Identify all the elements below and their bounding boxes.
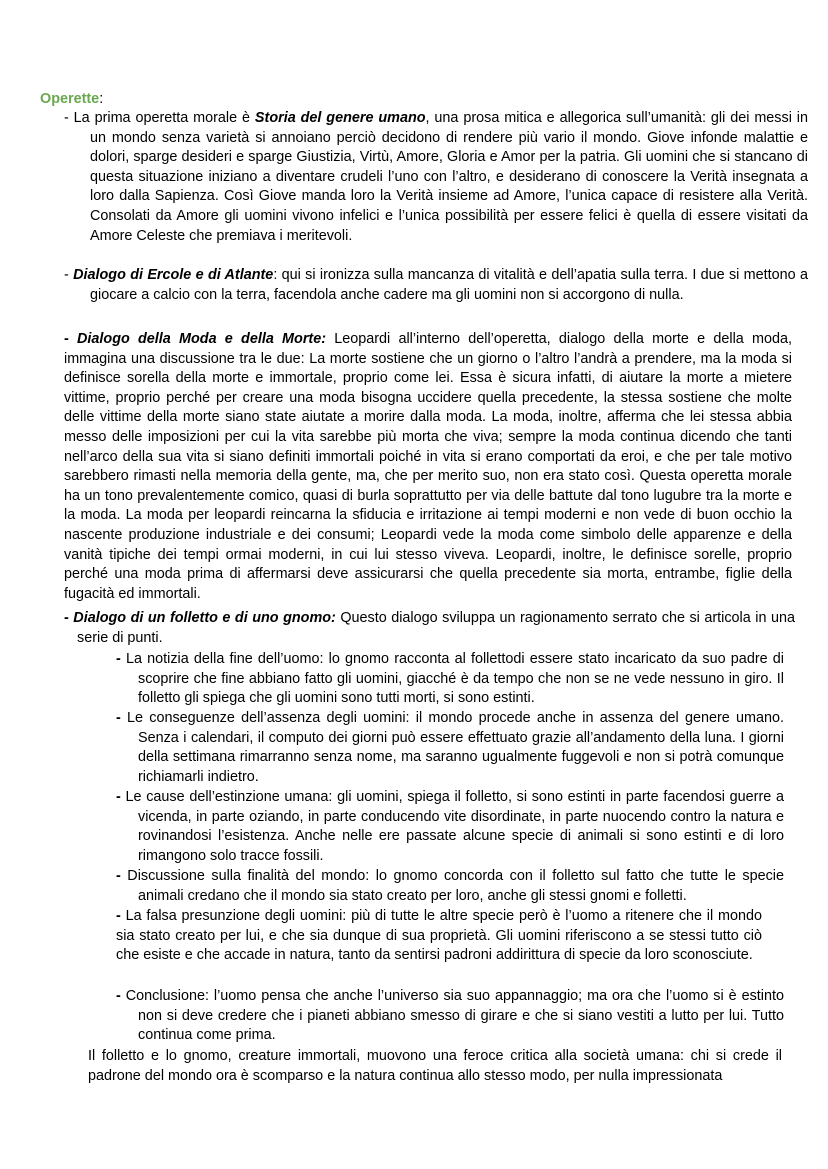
closing-paragraph (88, 1047, 782, 1086)
entry-prefix: - (64, 267, 74, 283)
entry-title: Storia del genere umano (254, 110, 426, 126)
bullet-marker: - (116, 710, 128, 726)
entry-text: Questo dialogo sviluppa un ragionamento serrato che si articola in una serie di punti. (77, 610, 795, 646)
entry-title: Dialogo della Moda e della Morte: (77, 331, 327, 347)
section-heading (40, 90, 103, 110)
entry-text: Leopardi all’interno dell’operetta, dialogo della morte e della moda, immagina una discussione tra le due: La morte sostiene che un giorno o l’altro l’andrà a prendere, ma la moda si definisce sorella della morte e immortale, proprio come lei. Essa è sicura infatti, di aiutare la morte a mietere vittime, proprio perché per creare una moda bisogna uccidere quella precedente, la stessa sostiene che molte delle vittime della morte siano state aiutate a morire dalla moda. La moda, inoltre, afferma che lei stessa abbia messo delle imposizioni per cui la vita sarebbe più morta che viva; sempre la moda continua dicendo che tanti nell’arco della sua vita si siano definiti immortali poiché in vita si erano comportati da eroi, e che per tale motivo sarebbero rimasti nella memoria della gente, ma, che per merito suo, non era stato così. Questa operetta morale ha un tono prevalentemente comico, quasi di burla soprattutto per via delle battute dal tono lugubre tra la morte e la moda. La moda per leopardi reincarna la sfiducia e irritazione ai tempi moderni e non vede di buon occhio la nascente produzione industriale e dei consumi; Leopardi vede la moda come simbolo delle apparenze e della vanità tipiche dei tempi ormai moderni, in cui lui stesso viveva. Leopardi, inoltre, le definisce sorelle, proprio perché una moda prima di affermarsi deve assicurarsi che quella precedente sia morta, entrambe, figlie della fugacità ed immortali. (64, 331, 792, 602)
bullet-marker: - (116, 789, 126, 805)
entry-title: Dialogo di un folletto e di uno gnomo: (73, 610, 336, 626)
entry-text: : qui si ironizza sulla mancanza di vitalità e dell’apatia sulla terra. I due si mettono a giocare a calcio con la terra, facendola anche cadere ma gli uomini non si accorgono di nulla. (90, 267, 809, 303)
subpoint-text: Le cause dell’estinzione umana: gli uomini, spiega il folletto, si sono estinti in parte facendosi guerre a vicenda, in parte oziando, in parte conducendo vite disordinate, in parte nuocendo contro la natura e rovinandosi l’esistenza. Anche nelle ere passate alcune specie di animali si sono estinti e di loro rimangono solo tracce fossili. (125, 789, 784, 864)
entry-dialogo-folletto-gnomo (64, 609, 795, 648)
entry-prefix: - (64, 331, 78, 347)
bullet-marker: - (116, 651, 126, 667)
subpoint-text: La notizia della fine dell’uomo: lo gnomo racconta al follettodi essere stato incaricato da suo padre di scoprire che fine abbiano fatto gli uomini, giacché è da tempo che non se ne vede nessuno in giro. Il folletto gli spiega che gli uomini sono tutti morti, si sono estinti. (125, 651, 784, 707)
entry-storia-del-genere-umano (64, 109, 808, 246)
entry-title: Dialogo di Ercole e di Atlante (73, 267, 274, 283)
subpoint-text: Discussione sulla finalità del mondo: lo gnomo concorda con il folletto sul fatto che tutte le specie animali credano che il mondo sia stato creato per loro, anche gli stessi gnomi e folletti. (127, 868, 784, 904)
subpoint-cause (116, 788, 784, 866)
subpoint-notizia (116, 650, 784, 709)
entry-dialogo-moda-morte (64, 330, 792, 604)
subpoint-text: Conclusione: l’uomo pensa che anche l’universo sia suo appannaggio; ma ora che l’uomo si è estinto non si deve credere che i pianeti abbiano smesso di girare e che si siano vestiti a lutto per lui. Tutto continua come prima. (125, 988, 784, 1044)
subpoint-text: La falsa presunzione degli uomini: più di tutte le altre specie però è l’uomo a ritenere che il mondo sia stato creato per lui, e che sia dunque di sua proprietà. Gli uomini riferiscono a se stessi tutto ciò che esiste e che accade in natura, tanto da sentirsi padroni addirittura di specie da loro sconosciute. (116, 908, 762, 964)
heading-label: Operette (40, 91, 100, 107)
bullet-marker: - (116, 988, 126, 1004)
bullet-marker: - (116, 908, 126, 924)
bullet-marker: - (116, 868, 128, 884)
subpoint-conseguenze (116, 709, 784, 787)
entry-dialogo-ercole-atlante (64, 266, 808, 305)
entry-prefix: - (64, 610, 74, 626)
subpoint-discussione (116, 867, 784, 906)
heading-colon: : (99, 91, 104, 107)
entry-prefix: - La prima operetta morale è (64, 110, 255, 126)
subpoint-presunzione (116, 907, 762, 966)
subpoint-text: Le conseguenze dell’assenza degli uomini: il mondo procede anche in assenza del genere umano. Senza i calendari, il computo dei giorni può essere effettuato grazie all’andamento della luna. I giorni della settimana rimarranno senza nome, ma saranno ugualmente fuggevoli e non si potrà comunque richiamarli indietro. (127, 710, 785, 785)
subpoint-conclusione (116, 987, 784, 1046)
entry-text: , una prosa mitica e allegorica sull’umanità: gli dei messi in un mondo senza varietà si annoiano perciò decidono di rendere più vario il mondo. Giove infonde malattie e dolori, sparge desideri e sparge Giustizia, Virtù, Amore, Gloria e Amor per la patria. Gli uomini che si stancano di questa situazione iniziano a diventare crudeli l’uno con l’altro, e desiderano di conoscere la Verità insegnata a loro dalla Sapienza. Così Giove manda loro la Verità insieme ad Amore, l’unica capace di resistere alla Verità. Consolati da Amore gli uomini vivono infelici e l’unica possibilità per essere felici è quella di essere visitati da Amore Celeste che premiava i meritevoli. (90, 110, 808, 244)
closing-text: Il folletto e lo gnomo, creature immortali, muovono una feroce critica alla società umana: chi si crede il padrone del mondo ora è scomparso e la natura continua allo stesso modo, per nulla impressionata (88, 1048, 782, 1084)
